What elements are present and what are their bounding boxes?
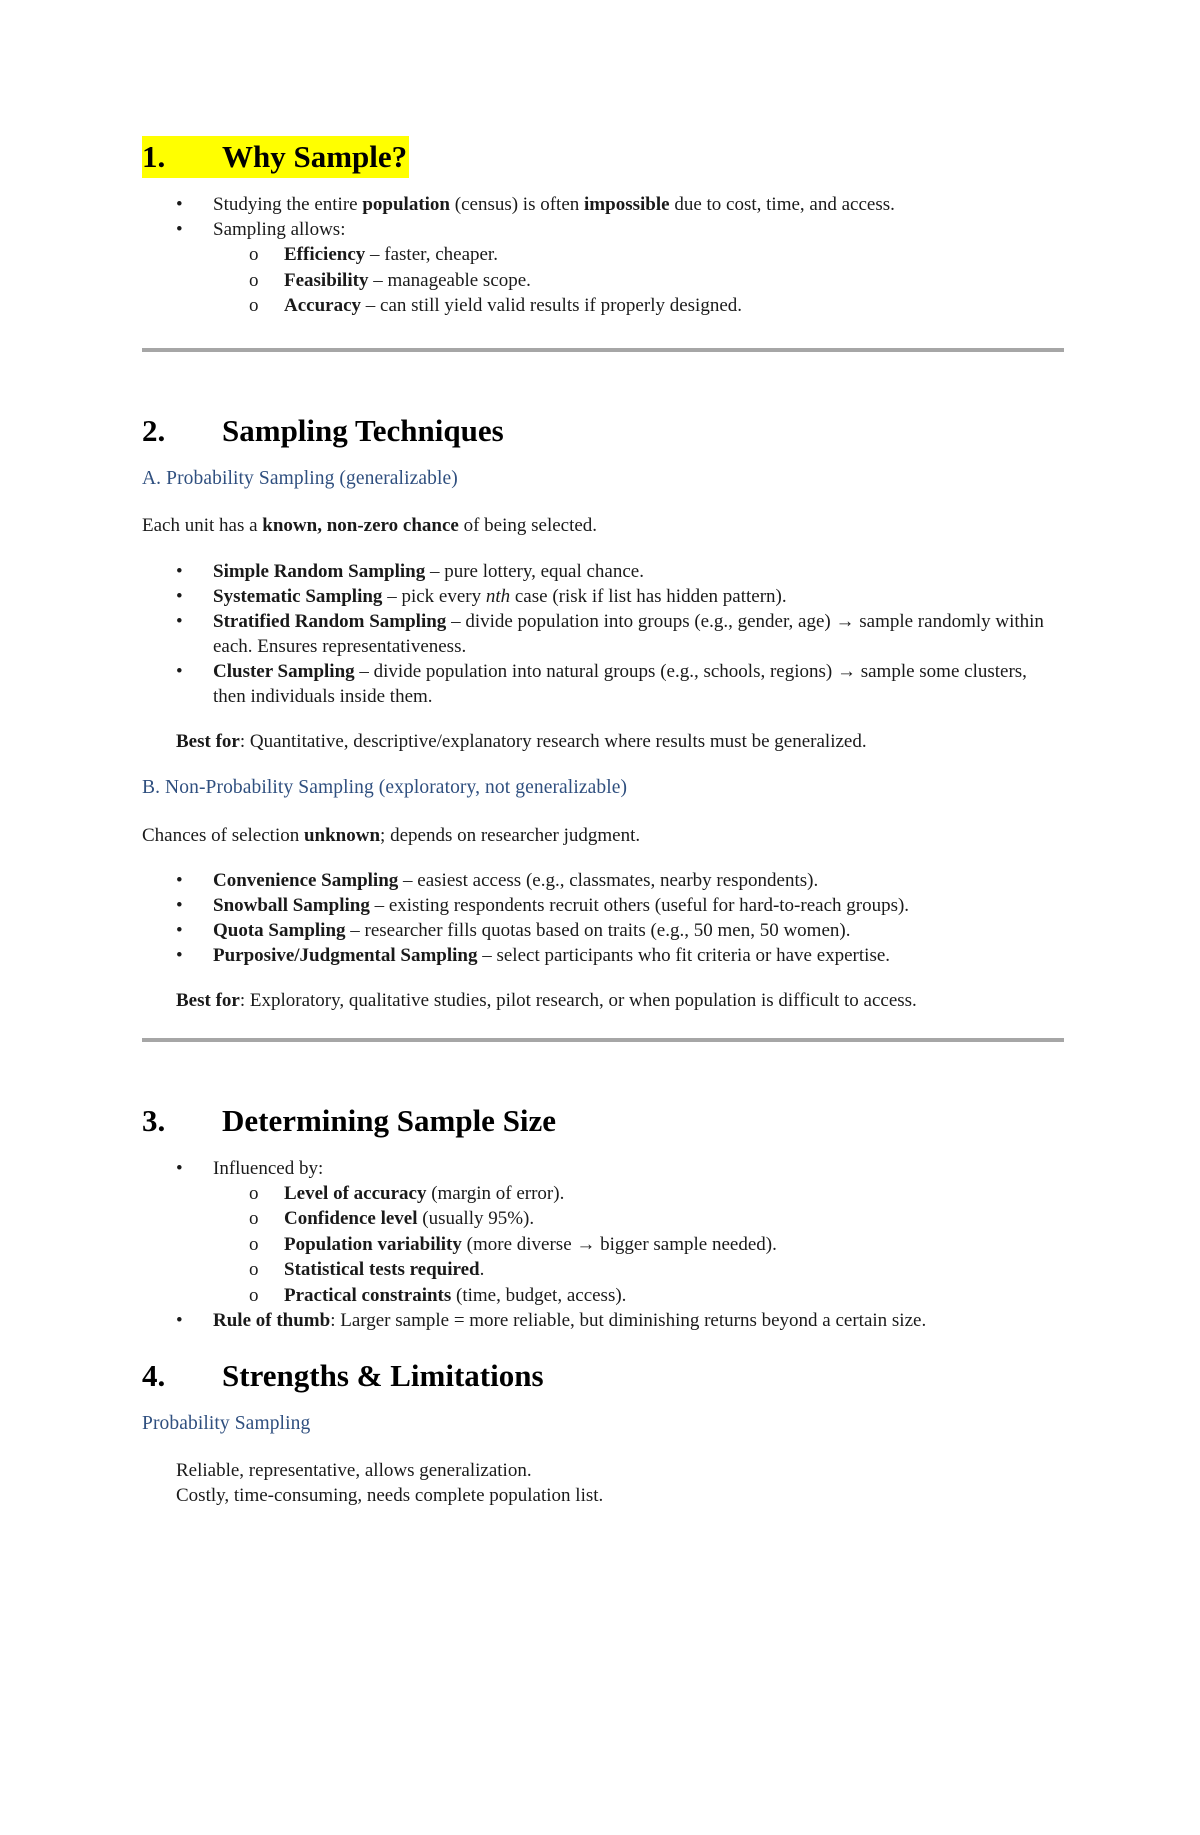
bold-term: Systematic Sampling [213,585,383,607]
circle-bullet-icon: o [249,295,259,316]
section-title: Determining Sample Size [222,1102,557,1138]
text: – faster, cheaper. [365,244,498,265]
text: : Quantitative, descriptive/explanatory research where results must be generalized. [239,730,867,752]
text: : Exploratory, qualitative studies, pilot research, or when population is difficult to access. [239,989,917,1011]
text: – pick every [382,585,486,607]
bold-term: known, non-zero chance [262,514,459,536]
sub-list-item [142,1206,1064,1232]
text: ; depends on researcher judgment. [380,824,641,846]
text: (margin of error). [426,1182,565,1204]
bold-term: Purposive/Judgmental Sampling [213,944,478,966]
circle-bullet-icon: o [249,1284,259,1306]
section-2-heading [142,410,1064,452]
circle-bullet-icon: o [249,244,259,265]
bold-term: population [362,194,450,215]
bullet-icon: • [176,585,183,607]
text: (time, budget, access). [451,1284,627,1306]
bold-term: Rule of thumb [213,1310,331,1331]
text: . [479,1259,485,1280]
list-item [142,918,1064,943]
text: of being selected. [458,514,598,536]
list-item [142,893,1064,918]
sub-list-item [142,1232,1064,1258]
bullet-icon: • [176,894,183,916]
sub-list [142,242,1064,319]
bold-term: Population variability [284,1233,462,1255]
text: Chances of selection [142,824,304,846]
bold-term: Quota Sampling [213,919,346,941]
text: (census) is often [450,194,585,215]
sub-list-item [142,242,1064,268]
bold-term: Confidence level [284,1208,418,1229]
document-content [142,136,1064,1508]
bold-term: Practical constraints [284,1284,452,1306]
subheading: A. Probability Sampling (generalizable) [142,467,458,489]
bullet-icon: • [176,1157,183,1179]
circle-bullet-icon: o [249,269,259,291]
bullet-list [142,192,1064,319]
text: (more diverse → bigger sample needed). [461,1233,777,1255]
paragraph [142,513,1064,538]
bold-term: Simple Random Sampling [213,560,426,582]
bold-term: Statistical tests required [284,1259,480,1280]
paragraph: Costly, time-consuming, needs complete population list. [176,1485,604,1506]
bullet-icon: • [176,869,183,891]
text: Sampling allows: [213,219,346,240]
section-title: Why Sample? [222,139,408,174]
highlight [142,136,409,178]
circle-bullet-icon: o [249,1259,259,1280]
bold-term: Efficiency [284,244,366,265]
subheading: B. Non-Probability Sampling (exploratory, not generalizable) [142,776,628,798]
bold-term: Convenience Sampling [213,869,399,891]
list-item [142,659,1064,709]
sub-list-item [142,1181,1064,1207]
bold-term: Stratified Random Sampling [213,610,447,632]
text: Influenced by: [213,1157,324,1179]
bullet-list [142,559,1064,709]
bold-term: Feasibility [284,269,369,291]
paragraph [142,988,1064,1013]
bold-term: Cluster Sampling [213,660,355,682]
circle-bullet-icon: o [249,1233,259,1255]
bullet-list [142,1156,1064,1334]
section-title: Sampling Techniques [222,412,504,448]
section-number: 1. [142,139,166,174]
section-number: 3. [142,1102,166,1138]
bullet-list [142,868,1064,968]
text: – manageable scope. [368,269,531,291]
paragraph [142,729,1064,754]
bold-term: Snowball Sampling [213,894,370,916]
list-item [142,1156,1064,1309]
circle-bullet-icon: o [249,1182,259,1204]
italic-term: nth [485,585,511,607]
bold-term: Best for [176,730,240,752]
bullet-icon: • [176,219,183,240]
text: Studying the entire [213,194,363,215]
text: – divide population into natural groups (e.g., schools, regions) → sample some clusters, then individuals inside them. [213,660,1027,707]
section-4-heading [142,1355,1064,1397]
text: – existing respondents recruit others (useful for hard-to-reach groups). [369,894,910,916]
sub-list-item [142,1283,1064,1309]
text: – pure lottery, equal chance. [425,560,644,582]
text: – easiest access (e.g., classmates, nearby respondents). [398,869,819,891]
text: – divide population into groups (e.g., gender, age) → sample randomly within each. Ensures representativeness. [213,610,1044,657]
paragraph: Reliable, representative, allows generalization. [176,1460,532,1481]
text: due to cost, time, and access. [669,194,895,215]
text: Each unit has a [142,514,263,536]
text: – select participants who fit criteria or have expertise. [477,944,891,966]
bold-term: impossible [584,194,670,215]
list-item [142,584,1064,609]
bold-term: unknown [303,824,381,846]
list-item [142,559,1064,584]
sub-list-item [142,1257,1064,1283]
list-item [142,217,1064,319]
bullet-icon: • [176,660,183,682]
bold-term: Accuracy [284,295,362,316]
sub-list [142,1181,1064,1309]
text: – researcher fills quotas based on traits (e.g., 50 men, 50 women). [345,919,851,941]
sub-list-item [142,268,1064,294]
list-item [142,609,1064,659]
circle-bullet-icon: o [249,1208,259,1229]
list-item [142,868,1064,893]
sub-list-item [142,293,1064,319]
text: (usually 95%). [417,1208,535,1229]
list-item [142,1308,1064,1333]
text: – can still yield valid results if properly designed. [361,295,743,316]
section-number: 2. [142,412,166,448]
bold-term: Level of accuracy [284,1182,427,1204]
section-number: 4. [142,1358,166,1393]
bold-term: Best for [176,989,240,1011]
paragraph [142,823,1064,848]
text: case (risk if list has hidden pattern). [510,585,787,607]
bullet-icon: • [176,1310,183,1331]
bullet-icon: • [176,919,183,941]
list-item [142,192,1064,217]
bullet-icon: • [176,610,183,632]
section-title: Strengths & Limitations [222,1358,544,1393]
subheading: Probability Sampling [142,1413,311,1434]
list-item [142,943,1064,968]
text: : Larger sample = more reliable, but diminishing returns beyond a certain size. [330,1310,927,1331]
section-1-heading [142,136,1064,178]
bullet-icon: • [176,560,183,582]
section-3-heading [142,1100,1064,1142]
bullet-icon: • [176,194,183,215]
bullet-icon: • [176,944,183,966]
